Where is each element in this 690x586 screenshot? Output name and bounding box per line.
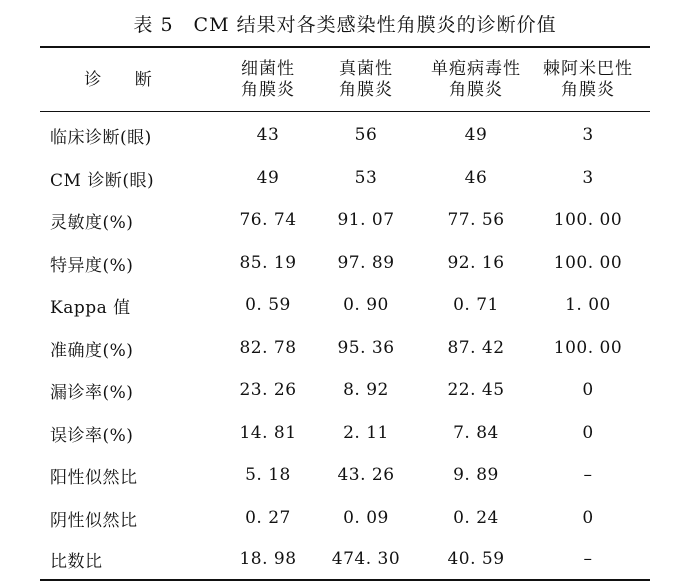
table-cell: 56 (354, 125, 378, 145)
table-cell: 1. 00 (565, 295, 611, 315)
table-cell: 87. 42 (447, 338, 505, 358)
table-row (40, 114, 650, 156)
table-cell: 2. 11 (343, 423, 389, 443)
row-label: Kappa 值 (50, 297, 131, 318)
header-line: 单疱病毒性 (431, 59, 521, 79)
table-cell: 100. 00 (553, 253, 623, 273)
table-row (40, 369, 650, 411)
table-cell: 3 (582, 168, 594, 188)
header-line: 角膜炎 (449, 80, 503, 100)
row-label: 阳性似然比 (50, 467, 138, 488)
header-line: 角膜炎 (241, 80, 295, 100)
row-label: 误诊率(%) (50, 425, 134, 446)
table-cell: 77. 56 (447, 210, 505, 230)
table-cell: 43. 26 (337, 465, 395, 485)
table-header-rule (40, 111, 650, 112)
table-cell: 23. 26 (239, 380, 297, 400)
header-col-acanthamoeba (536, 52, 640, 108)
header-col-fungal (316, 52, 416, 108)
table-cell: 49 (256, 168, 280, 188)
header-col-hsv (416, 52, 536, 108)
table-cell: 100. 00 (553, 210, 623, 230)
row-label: 阴性似然比 (50, 510, 138, 531)
header-line: 细菌性 (241, 59, 295, 79)
row-label: 比数比 (50, 551, 103, 572)
table-row (40, 538, 650, 580)
table-cell: 18. 98 (239, 549, 297, 569)
header-col-bacterial (220, 52, 316, 108)
table-row (40, 327, 650, 369)
header-line: 棘阿米巴性 (543, 59, 633, 79)
table-cell: 9. 89 (453, 465, 499, 485)
table-cell: 53 (354, 168, 378, 188)
table-cell: 49 (464, 125, 488, 145)
row-label: 漏诊率(%) (50, 382, 134, 403)
table-cell: 8. 92 (343, 380, 389, 400)
table-cell: 46 (464, 168, 488, 188)
header-line: 真菌性 (339, 59, 393, 79)
table-cell: 85. 19 (239, 253, 297, 273)
table-row (40, 157, 650, 199)
table-cell: 0 (582, 380, 594, 400)
table-cell: 0. 09 (343, 508, 389, 528)
table-cell: 40. 59 (447, 549, 505, 569)
header-line: 角膜炎 (561, 80, 615, 100)
table-row (40, 242, 650, 284)
table-cell: 0. 90 (343, 295, 389, 315)
row-label: 灵敏度(%) (50, 212, 134, 233)
header-label-diagnosis: 诊 断 (84, 69, 166, 90)
table-bottom-rule (40, 579, 650, 581)
table-cell: 97. 89 (337, 253, 395, 273)
table-cell: 91. 07 (337, 210, 395, 230)
table-cell: 0. 59 (245, 295, 291, 315)
table-cell: 0 (582, 423, 594, 443)
table-cell: 0. 71 (453, 295, 499, 315)
table-cell: 7. 84 (453, 423, 499, 443)
table-row (40, 199, 650, 241)
table-cell: 0. 27 (245, 508, 291, 528)
table-cell: 3 (582, 125, 594, 145)
table-cell: 22. 45 (447, 380, 505, 400)
table-cell: – (583, 465, 593, 485)
table-cell: 0 (582, 508, 594, 528)
row-label: 准确度(%) (50, 340, 134, 361)
table-cell: 100. 00 (553, 338, 623, 358)
row-label: CM 诊断(眼) (50, 170, 155, 191)
table-cell: 14. 81 (239, 423, 297, 443)
table-cell: 0. 24 (453, 508, 499, 528)
table-row (40, 454, 650, 496)
table-cell: 5. 18 (245, 465, 291, 485)
table-cell: 95. 36 (337, 338, 395, 358)
table-cell: 92. 16 (447, 253, 505, 273)
header-line: 角膜炎 (339, 80, 393, 100)
row-label: 特异度(%) (50, 255, 134, 276)
table-cell: 43 (256, 125, 280, 145)
table-cell: 76. 74 (239, 210, 297, 230)
table-cell: 82. 78 (239, 338, 297, 358)
row-label: 临床诊断(眼) (50, 127, 152, 148)
table-header-row (40, 52, 650, 108)
table-caption: 表 5 CM 结果对各类感染性角膜炎的诊断价值 (133, 14, 557, 36)
table-top-rule (40, 46, 650, 48)
table-row (40, 284, 650, 326)
table-cell: 474. 30 (331, 549, 401, 569)
table-row (40, 497, 650, 539)
table-row (40, 412, 650, 454)
table-cell: – (583, 549, 593, 569)
